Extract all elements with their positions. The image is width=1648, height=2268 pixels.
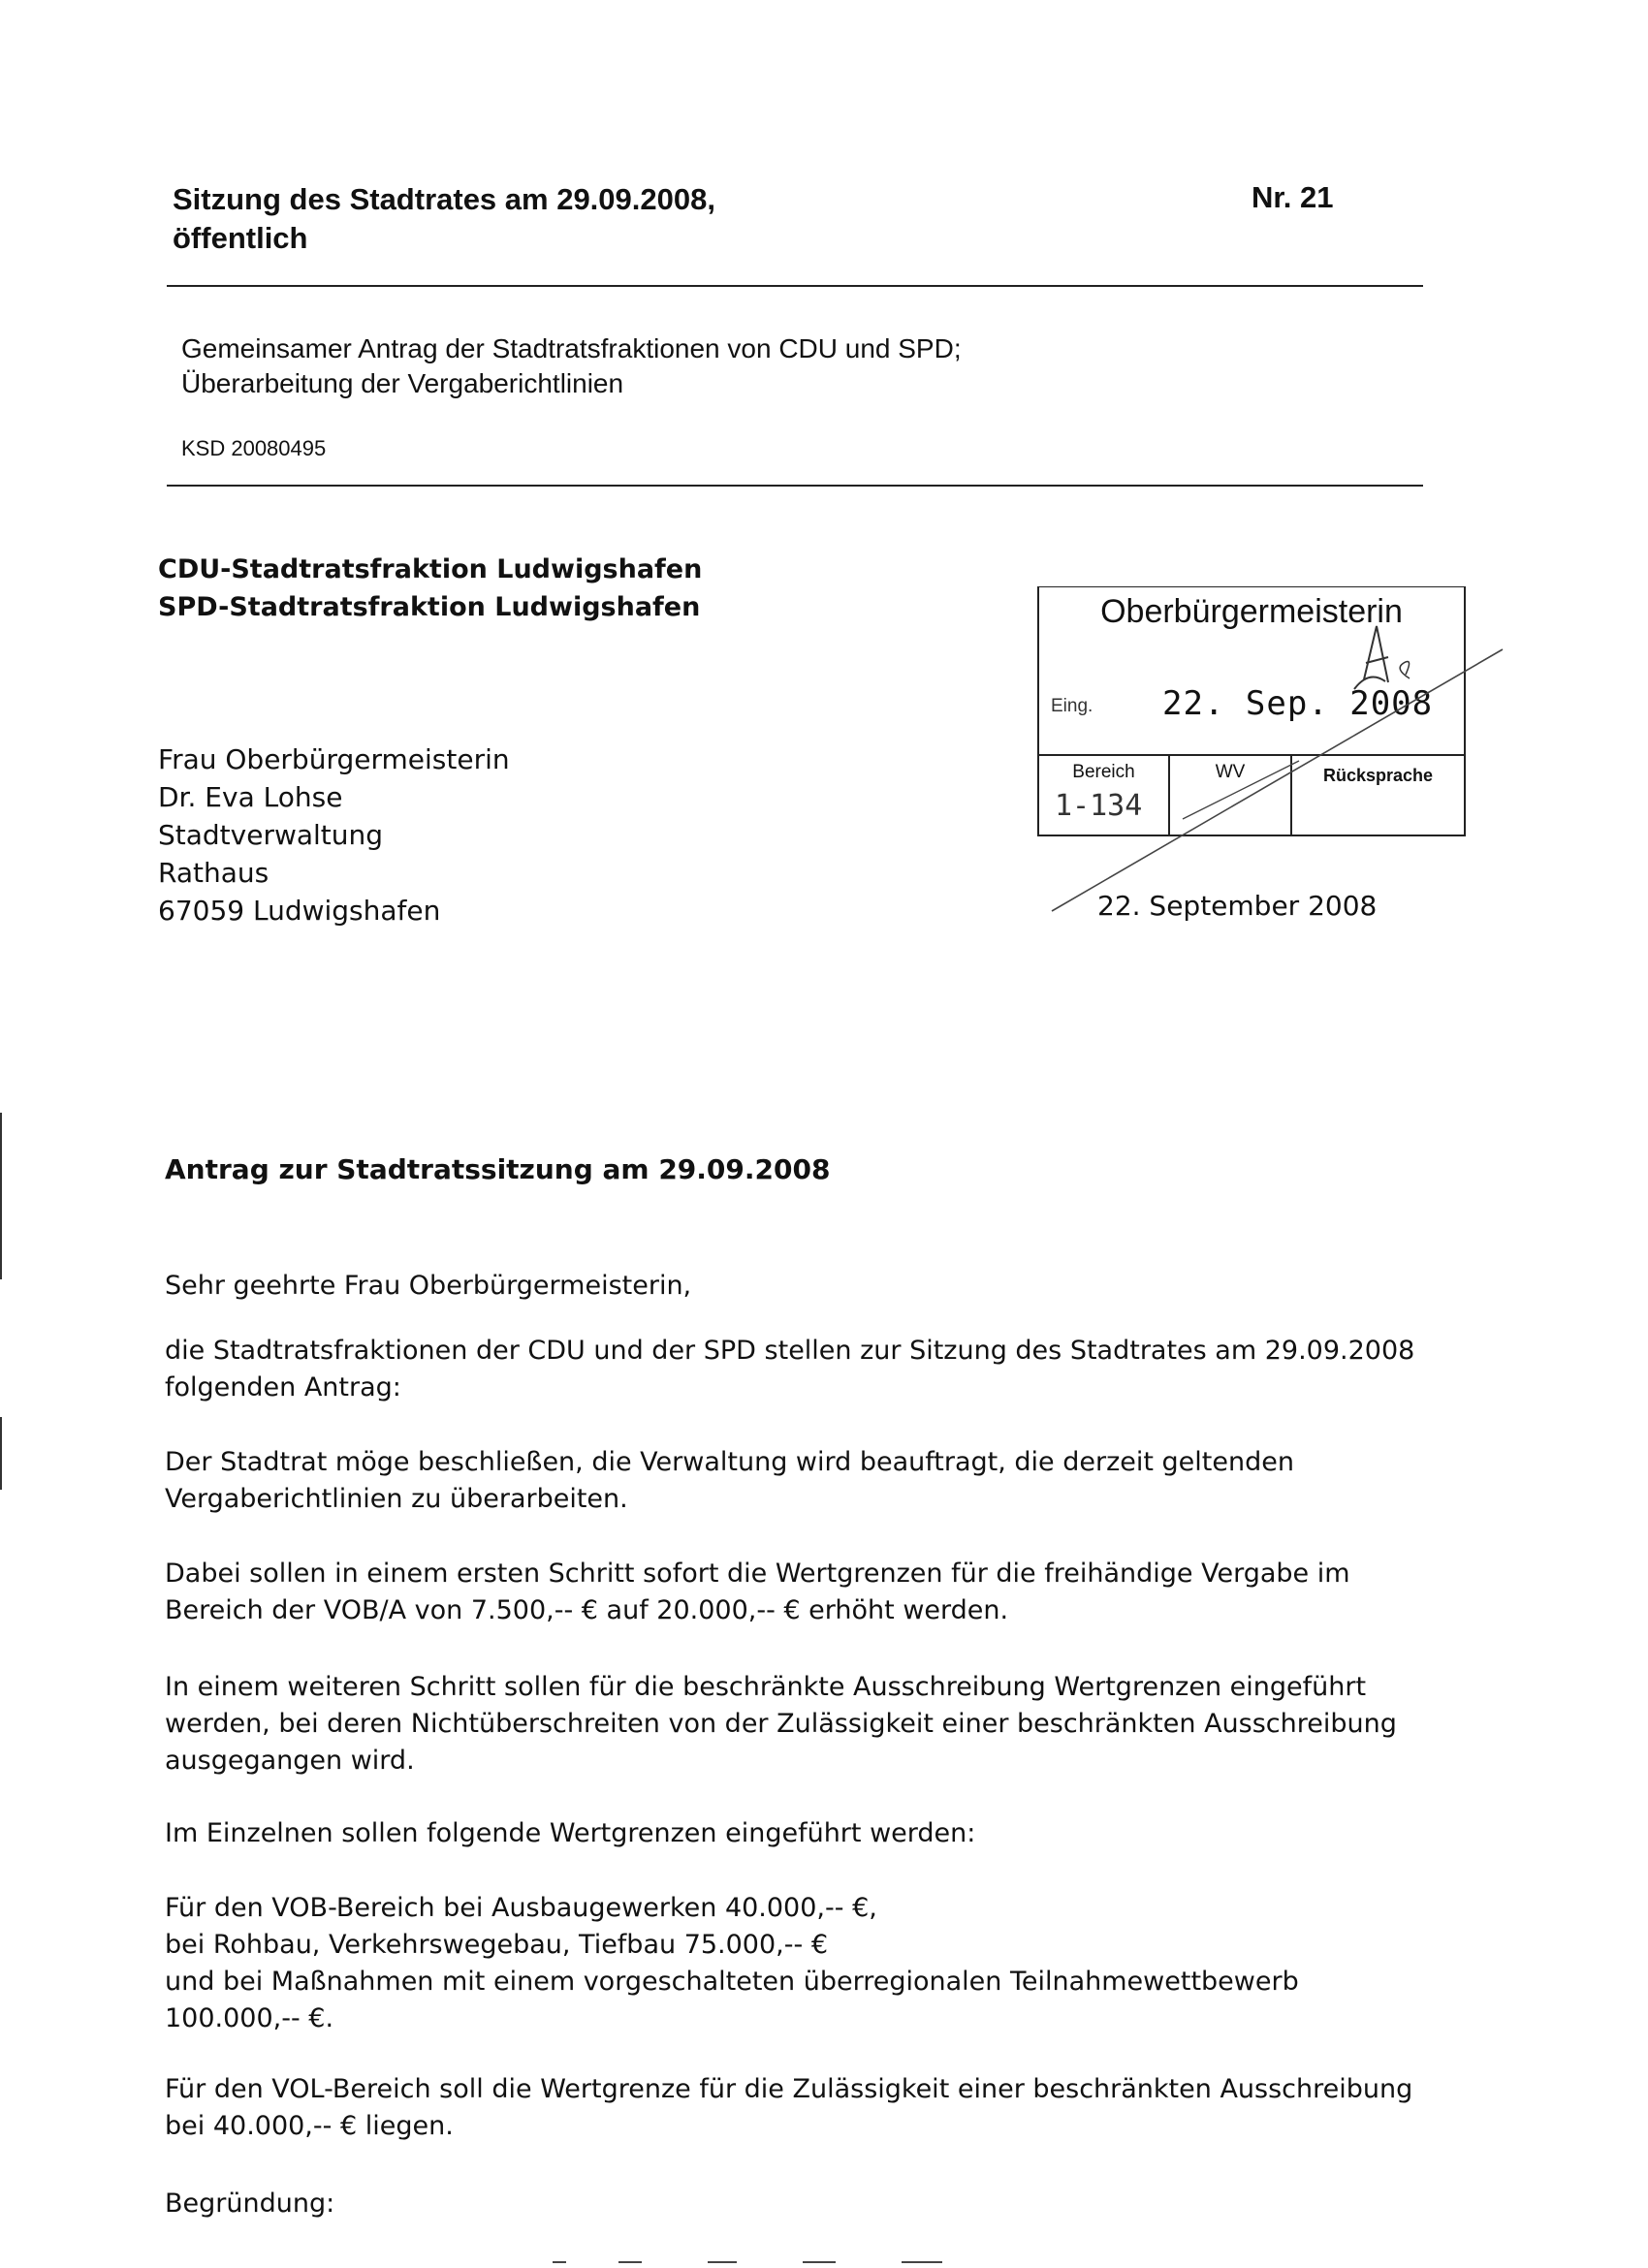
sender-block bbox=[158, 551, 702, 626]
paragraph-6-line-3: und bei Maßnahmen mit einem vorgeschalteten überregionalen Teilnahmewettbewerb bbox=[165, 1967, 1299, 1997]
session-title-line-2: öffentlich bbox=[173, 221, 308, 255]
paragraph-8-line-1: Begründung: bbox=[165, 2189, 335, 2219]
scan-bottom-marks bbox=[543, 2256, 1086, 2268]
stamp-wv-label: WV bbox=[1215, 762, 1246, 782]
sender-line-2: SPD-Stadtratsfraktion Ludwigshafen bbox=[158, 592, 701, 622]
paragraph-1-line-1: die Stadtratsfraktionen der CDU und der SPD stellen zur Sitzung des Stadtrates am 29.09.2008 bbox=[165, 1336, 1415, 1366]
paragraph-7-line-1: Für den VOL-Bereich soll die Wertgrenze für die Zulässigkeit einer beschränkten Ausschreibung bbox=[165, 2074, 1413, 2104]
paragraph-7 bbox=[165, 2071, 1412, 2145]
paragraph-2-line-1: Der Stadtrat möge beschließen, die Verwaltung wird beauftragt, die derzeit geltenden bbox=[165, 1447, 1294, 1477]
scan-margin-mark-2 bbox=[0, 1417, 2, 1490]
paragraph-8 bbox=[165, 2186, 334, 2222]
paragraph-6-line-2: bei Rohbau, Verkehrswegebau, Tiefbau 75.000,-- € bbox=[165, 1930, 828, 1960]
sender-line-1: CDU-Stadtratsfraktion Ludwigshafen bbox=[158, 554, 703, 584]
stamp-date: 22. Sep. 2008 bbox=[1162, 684, 1434, 723]
paragraph-3 bbox=[165, 1556, 1350, 1629]
stamp-bereich-value: 1-134 bbox=[1055, 789, 1143, 823]
recipient-address bbox=[158, 740, 510, 929]
session-title bbox=[173, 180, 715, 258]
paragraph-6-line-1: Für den VOB-Bereich bei Ausbaugewerken 40.000,-- €, bbox=[165, 1893, 877, 1923]
header-divider-bottom bbox=[167, 485, 1423, 487]
stamp-ruecksprache-label: Rücksprache bbox=[1322, 766, 1434, 785]
subject-line-1: Gemeinsamer Antrag der Stadtratsfraktionen von CDU und SPD; bbox=[181, 333, 962, 363]
stamp-title: Oberbürgermeisterin bbox=[1100, 593, 1403, 630]
recipient-line-3: Stadtverwaltung bbox=[158, 819, 384, 851]
recipient-line-5: 67059 Ludwigshafen bbox=[158, 895, 441, 927]
paragraph-2 bbox=[165, 1444, 1294, 1518]
paragraph-2-line-2: Vergaberichtlinien zu überarbeiten. bbox=[165, 1484, 628, 1514]
subject-line-2: Überarbeitung der Vergaberichtlinien bbox=[181, 368, 624, 398]
subject-block bbox=[181, 331, 962, 401]
recipient-line-2: Dr. Eva Lohse bbox=[158, 781, 343, 813]
paragraph-4 bbox=[165, 1669, 1397, 1780]
paragraph-3-line-1: Dabei sollen in einem ersten Schritt sofort die Wertgrenzen für die freihändige Vergabe im bbox=[165, 1559, 1350, 1589]
paragraph-7-line-2: bei 40.000,-- € liegen. bbox=[165, 2111, 454, 2141]
recipient-line-4: Rathaus bbox=[158, 857, 269, 889]
paragraph-6-line-4: 100.000,-- €. bbox=[165, 2003, 334, 2033]
paragraph-5 bbox=[165, 1815, 975, 1852]
paragraph-4-line-1: In einem weiteren Schritt sollen für die beschränkte Ausschreibung Wertgrenzen eingeführt bbox=[165, 1672, 1367, 1702]
header-divider-top bbox=[167, 285, 1423, 287]
session-title-line-1: Sitzung des Stadtrates am 29.09.2008, bbox=[173, 182, 715, 216]
paragraph-3-line-2: Bereich der VOB/A von 7.500,-- € auf 20.000,-- € erhöht werden. bbox=[165, 1595, 1009, 1625]
ksd-number: KSD 20080495 bbox=[181, 436, 327, 460]
scan-margin-mark-1 bbox=[0, 1113, 2, 1279]
motion-title: Antrag zur Stadtratssitzung am 29.09.2008 bbox=[165, 1153, 831, 1185]
paragraph-4-line-2: werden, bei deren Nichtüberschreiten von der Zulässigkeit einer beschränkten Ausschreibung bbox=[165, 1709, 1397, 1739]
stamp-eing-label: Eing. bbox=[1051, 696, 1093, 716]
stamp-bereich-label: Bereich bbox=[1072, 762, 1135, 782]
recipient-line-1: Frau Oberbürgermeisterin bbox=[158, 743, 510, 775]
paragraph-4-line-3: ausgegangen wird. bbox=[165, 1746, 415, 1776]
agenda-number: Nr. 21 bbox=[1252, 180, 1334, 214]
hand-strokes bbox=[1037, 620, 1522, 930]
salutation: Sehr geehrte Frau Oberbürgermeisterin, bbox=[165, 1271, 692, 1301]
letter-date: 22. September 2008 bbox=[1097, 890, 1378, 922]
paragraph-6 bbox=[165, 1890, 1299, 2037]
paragraph-1 bbox=[165, 1333, 1414, 1406]
paragraph-1-line-2: folgenden Antrag: bbox=[165, 1372, 401, 1402]
paragraph-5-line-1: Im Einzelnen sollen folgende Wertgrenzen eingeführt werden: bbox=[165, 1818, 976, 1848]
